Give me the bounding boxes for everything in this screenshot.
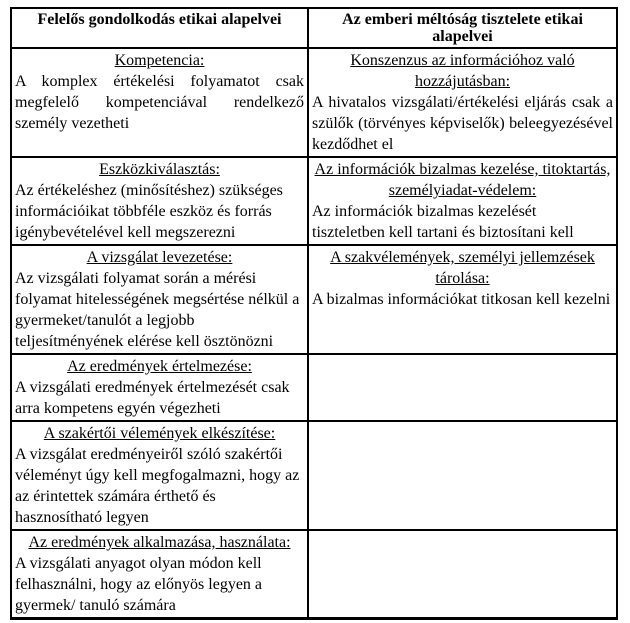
column-header-left: Felelős gondolkodás etikai alapelvei	[11, 8, 308, 48]
cell-body: A hivatalos vizsgálati/értékelési eljárás csak a szülők (törvényes képviselők) beleegyezésével kezdődhet el	[312, 94, 613, 153]
cell-vizsgalat-levezetese	[11, 245, 308, 354]
document-page	[0, 7, 630, 623]
table-row	[11, 245, 617, 354]
cell-title: A szakértői vélemények elkészítése:	[43, 425, 276, 442]
column-header-right: Az emberi méltóság tisztelete etikai alapelvei	[308, 8, 617, 48]
cell-title: Az eredmények értelmezése:	[67, 358, 252, 375]
cell-body: A vizsgálati eredmények értelmezését csak arra kompetens egyén végezheti	[15, 379, 290, 417]
empty-cell	[308, 530, 617, 619]
cell-szakertoi-velemenyek	[11, 421, 308, 530]
table-row	[11, 421, 617, 530]
cell-body: A vizsgálat eredményeiről szóló szakértői véleményt úgy kell megfogalmazni, hogy az az érintettek számára érthető és hasznosítható legyen	[15, 446, 300, 526]
table-header-row	[11, 8, 617, 48]
cell-body: A bizalmas információkat titkosan kell kezelni	[312, 291, 611, 308]
cell-title: Konszenzus az információhoz való hozzájutásban:	[350, 52, 575, 90]
cell-szakvelemenyek-tarolasa	[308, 245, 617, 354]
table-row	[11, 157, 617, 245]
cell-title: Az eredmények alkalmazása, használata:	[28, 534, 291, 551]
cell-body: Az értékeléshez (minősítéshez) szükséges információikat többféle eszköz és forrás igénybevételével kell megszerezni	[15, 182, 283, 241]
table-row	[11, 530, 617, 619]
empty-cell	[308, 421, 617, 530]
table-row	[11, 354, 617, 421]
cell-body: Az vizsgálati folyamat során a mérési folyamat hitelességének megsértése nélkül a gyermeket/tanulót a legjobb teljesítményének elérése kell ösztönözni	[15, 270, 300, 350]
cell-title: Kompetencia:	[114, 52, 205, 69]
ethics-principles-table	[10, 7, 618, 620]
cell-title: Eszközkiválasztás:	[99, 161, 220, 178]
cell-eredmenyek-ertelmezese	[11, 354, 308, 421]
cell-body: A vizsgálati anyagot olyan módon kell felhasználni, hogy az előnyös legyen a gyermek/ tanuló számára	[15, 555, 263, 614]
cell-kompetencia	[11, 48, 308, 157]
cell-title: A vizsgálat levezetése:	[86, 249, 233, 266]
empty-cell	[308, 354, 617, 421]
cell-title: Az információk bizalmas kezelése, titoktartás, személyiadat-védelem:	[314, 161, 611, 199]
cell-bizalmas-kezeles	[308, 157, 617, 245]
cell-eredmenyek-alkalmazasa	[11, 530, 308, 619]
cell-body: A komplex értékelési folyamatot csak megfelelő kompetenciával rendelkező személy vezetheti	[15, 73, 304, 132]
cell-eszkozkivalasztas	[11, 157, 308, 245]
cell-body: Az információk bizalmas kezelését tiszteletben kell tartani és biztosítani kell	[312, 203, 574, 241]
cell-title: A szakvélemények, személyi jellemzések tárolása:	[330, 249, 595, 287]
cell-konszenzus	[308, 48, 617, 157]
table-row	[11, 48, 617, 157]
